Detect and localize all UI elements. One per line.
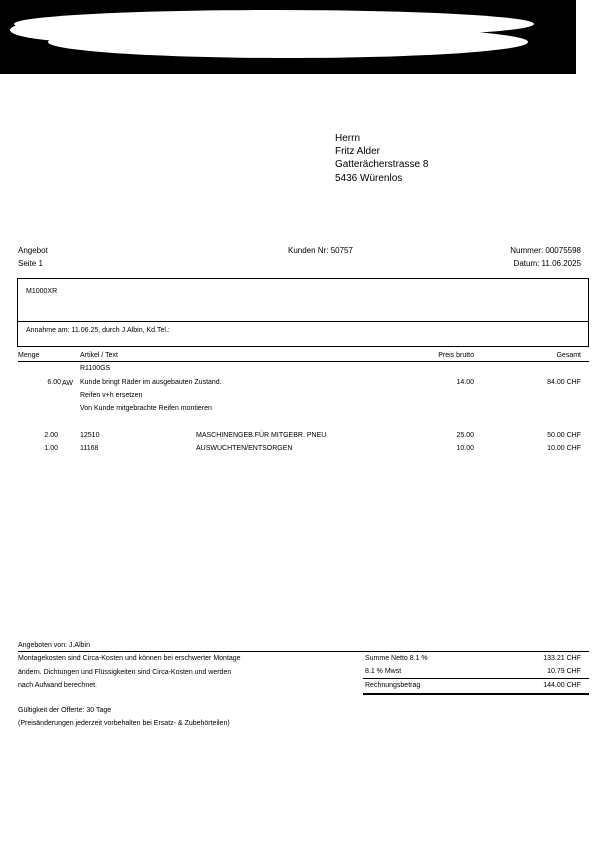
footer-rule [18, 651, 589, 652]
offer-date: Datum: 11.06.2025 [513, 259, 581, 268]
recipient-name: Fritz Alder [335, 146, 381, 157]
recipient-city: 5436 Würenlos [335, 173, 403, 184]
vehicle-model: M1000XR [26, 288, 58, 295]
row-price: 14.00 [456, 379, 474, 386]
row-description: AUSWUCHTEN/ENTSORGEN [196, 445, 293, 452]
col-header-qty: Menge [18, 352, 40, 359]
col-header-total: Gesamt [556, 352, 581, 359]
row-article: Kunde bringt Räder im ausgebauten Zustand. [80, 379, 222, 386]
page-number: Seite 1 [18, 259, 43, 268]
intake-box [17, 321, 589, 347]
row-total: 10.00 CHF [547, 445, 581, 452]
price-disclaimer: (Preisänderungen jederzeit vorbehalten bei Ersatz- & Zubehörteilen) [18, 720, 230, 727]
row-unit: AW [62, 380, 74, 387]
vehicle-box [17, 278, 589, 322]
row-description: MASCHINENGEB.FÜR MITGEBR. PNEU [196, 432, 327, 439]
note-line: nach Aufwand berechnet. [18, 682, 98, 689]
invoice-total-label: Rechnungsbetrag [365, 682, 421, 689]
row-article: 12510 [80, 432, 100, 439]
vat-value: 10.79 CHF [547, 668, 581, 675]
totals-rule [363, 678, 589, 679]
row-qty: 2.00 [44, 432, 58, 439]
col-header-price: Preis brutto [438, 352, 474, 359]
offer-number: Nummer: 00075598 [510, 246, 581, 255]
row-article: Von Kunde mitgebrachte Reifen montieren [80, 405, 212, 412]
invoice-total-value: 144.00 CHF [543, 682, 581, 689]
net-total-label: Summe Netto 8.1 % [365, 655, 428, 662]
note-line: ändern. Dichtungen und Flüssigkeiten sind Circa-Kosten und werden [18, 669, 232, 676]
vat-label: 8.1 % Mwst [365, 668, 402, 675]
recipient-street: Gatterächerstrasse 8 [335, 159, 429, 170]
redacted-header [0, 0, 576, 74]
row-price: 25.00 [456, 432, 474, 439]
note-line: Montagekosten sind Circa-Kosten und können bei erschwerter Montage [18, 655, 241, 662]
header-rule [18, 361, 589, 362]
intake-info: Annahme am: 11.06.25, durch J.Albin, Kd.Tel.: [26, 327, 170, 334]
row-article: Reifen v+h ersetzen [80, 392, 143, 399]
doc-type: Angebot [18, 246, 48, 255]
row-price: 10.00 [456, 445, 474, 452]
row-qty: 1.00 [44, 445, 58, 452]
row-article: 11168 [80, 445, 99, 452]
row-article: R1100GS [80, 365, 111, 372]
net-total-value: 133.21 CHF [543, 655, 581, 662]
offer-validity: Gültigkeit der Offerte: 30 Tage [18, 707, 112, 714]
col-header-article: Artikel / Text [80, 352, 118, 359]
offered-by: Angeboten von: J.Albin [18, 642, 90, 649]
row-qty: 6.00 [47, 379, 61, 386]
row-total: 84.00 CHF [547, 379, 581, 386]
row-total: 50.00 CHF [547, 432, 581, 439]
customer-number: Kunden Nr: 50757 [288, 246, 353, 255]
recipient-salutation: Herrn [335, 133, 361, 144]
grand-total-rule [363, 693, 589, 695]
